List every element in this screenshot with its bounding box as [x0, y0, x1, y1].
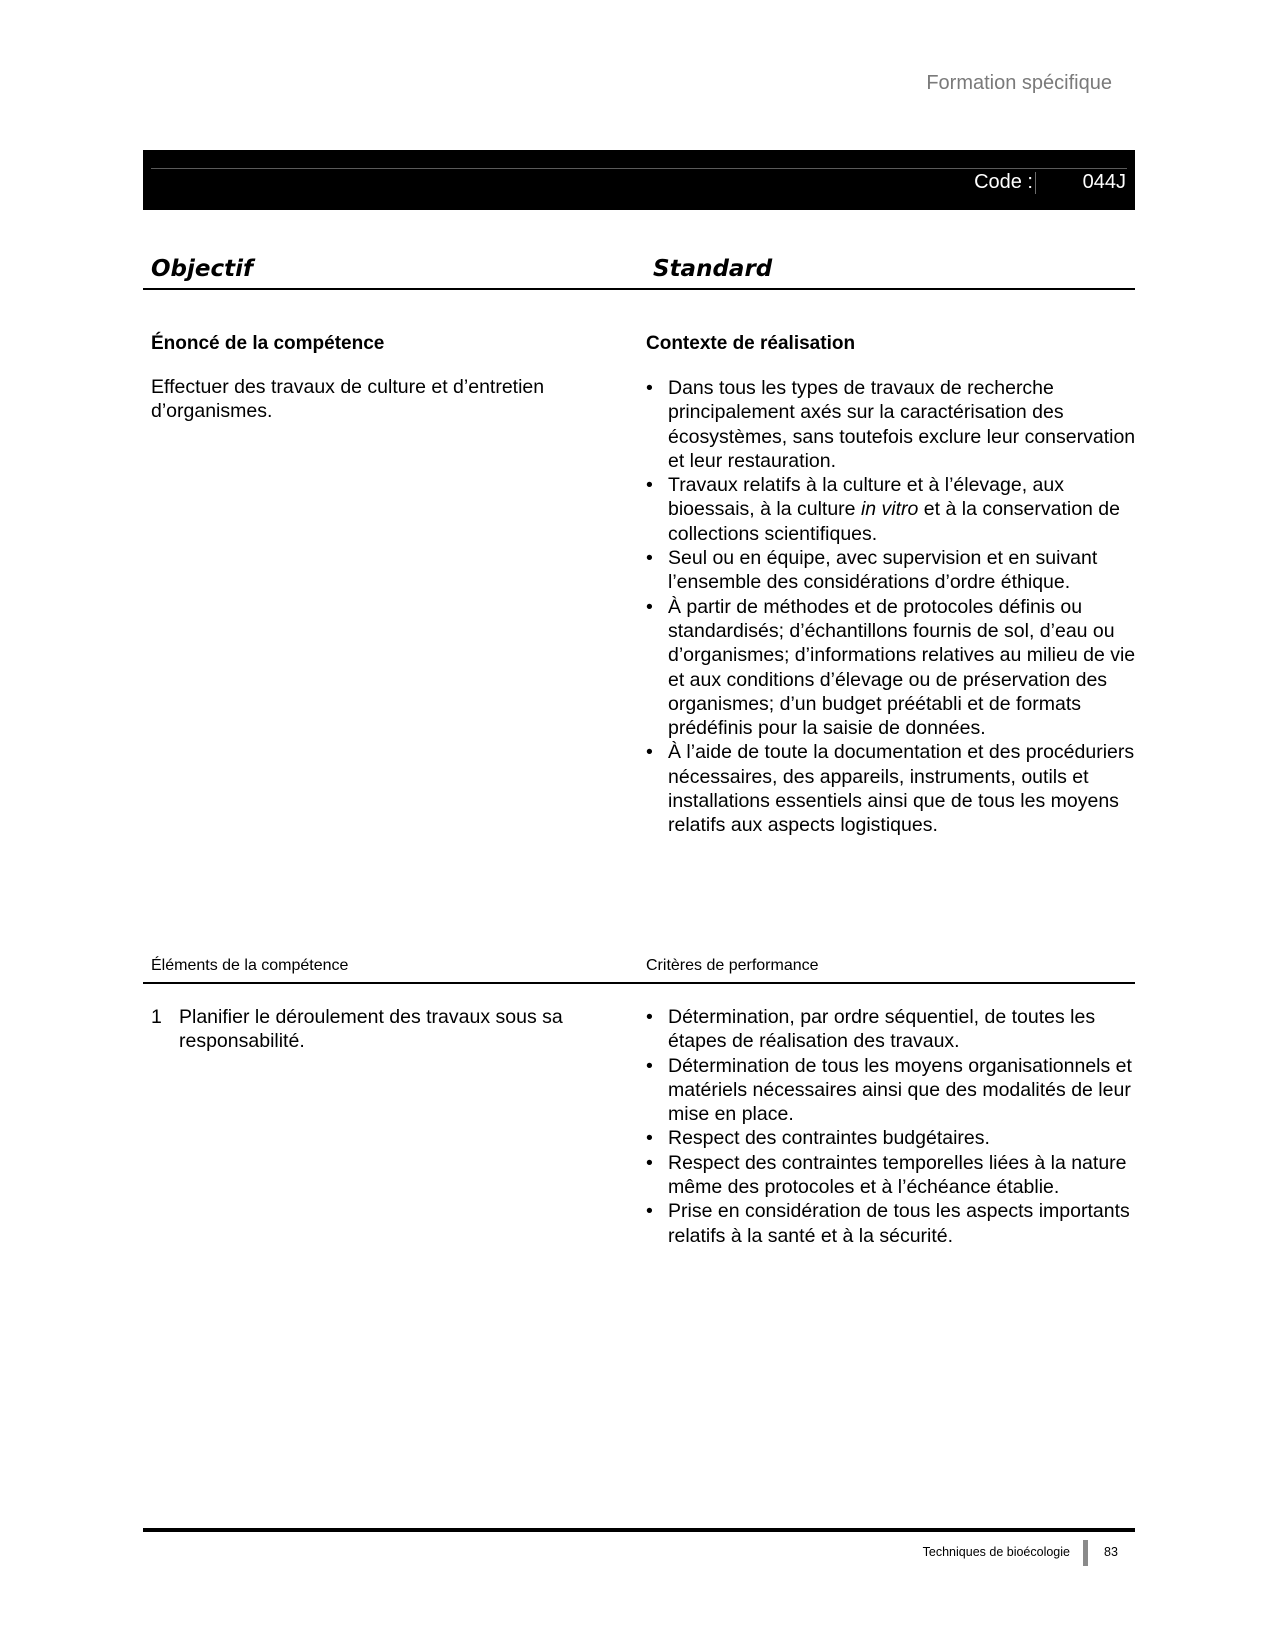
list-item-text: Respect des contraintes temporelles liées à la nature même des protocoles et à l’échéance établie. [668, 1151, 1127, 1199]
footer-title: Techniques de bioécologie [922, 1545, 1070, 1559]
code-value: 044J [1082, 171, 1126, 193]
list-item [646, 546, 1136, 595]
bullet-icon: • [646, 1127, 653, 1150]
list-item [646, 1126, 1136, 1150]
footer-rule [143, 1528, 1135, 1532]
element-text: Planifier le déroulement des travaux sous sa responsabilité. [179, 1006, 563, 1053]
italic-term: in vitro [860, 498, 919, 521]
list-item [646, 1151, 1136, 1200]
list-item [151, 1005, 611, 1054]
element-number: 1 [151, 1006, 162, 1028]
list-item-text: Dans tous les types de travaux de recherche principalement axés sur la caractérisation des écosystèmes, sans toutefois exclure leur conservation et leur restauration. [668, 377, 1136, 472]
section-rule [143, 288, 1135, 290]
contexte-block [646, 333, 1136, 838]
list-item-text: Travaux relatifs à la culture et à l’élevage, aux bioessais, à la culture [668, 474, 1064, 521]
list-item-text: À partir de méthodes et de protocoles définis ou standardisés; d’échantillons fournis de sol, d’eau ou d’organismes; d’informations relatives au milieu de vie et aux conditions d’élevage ou de préservation des organismes; d’un budget préétabli et de formats prédéfinis pour la saisie de données. [668, 595, 1136, 740]
subsection-rule [143, 982, 1135, 984]
code-bar-line [151, 168, 1127, 169]
list-item [646, 1005, 1136, 1054]
list-item-text: À l’aide de toute la documentation et des procéduriers nécessaires, des appareils, instruments, outils et installations essentiels ainsi que de tous les moyens relatifs aux aspects logistiques. [668, 741, 1135, 837]
list-item [646, 1054, 1136, 1127]
bullet-icon: • [646, 1151, 653, 1174]
bullet-icon: • [646, 377, 653, 399]
section-title-standard: Standard [653, 256, 773, 282]
list-item-text: Seul ou en équipe, avec supervision et en suivant l’ensemble des considérations d’ordre éthique. [668, 547, 1098, 594]
list-item-text: et à la conservation de collections scientifiques. [668, 498, 1121, 545]
code-bar [143, 150, 1135, 210]
bullet-icon: • [646, 595, 653, 618]
contexte-list [646, 376, 1136, 838]
list-item [646, 376, 1136, 473]
code-label: Code : [974, 171, 1033, 193]
list-item-text: Détermination, par ordre séquentiel, de toutes les étapes de réalisation des travaux. [668, 1006, 1096, 1053]
list-item [646, 740, 1136, 837]
enonce-block [151, 333, 611, 424]
list-item-text: Respect des contraintes budgétaires. [668, 1127, 990, 1150]
enonce-heading: Énoncé de la compétence [151, 333, 385, 354]
section-title-objectif: Objectif [151, 256, 254, 282]
bullet-icon: • [646, 547, 653, 570]
list-item-text: Détermination de tous les moyens organisationnels et matériels nécessaires ainsi que des modalités de leur mise en place. [668, 1054, 1132, 1126]
bullet-icon: • [646, 1054, 653, 1077]
elements-list [151, 1005, 611, 1054]
bullet-icon: • [646, 1006, 653, 1028]
criteres-list [646, 1005, 1136, 1248]
list-item [646, 1199, 1136, 1248]
code-separator [1035, 172, 1036, 194]
criteres-heading: Critères de performance [646, 957, 819, 974]
page-number: 83 [1104, 1545, 1118, 1559]
list-item [646, 473, 1136, 546]
enonce-text: Effectuer des travaux de culture et d’entretien d’organismes. [151, 376, 545, 423]
elements-heading: Éléments de la compétence [151, 957, 349, 974]
bullet-icon: • [646, 474, 653, 497]
list-item-text: Prise en considération de tous les aspects importants relatifs à la santé et à la sécurité. [668, 1200, 1130, 1247]
list-item [646, 595, 1136, 741]
bullet-icon: • [646, 741, 653, 764]
contexte-heading: Contexte de réalisation [646, 333, 856, 354]
bullet-icon: • [646, 1200, 653, 1223]
footer-separator [1083, 1540, 1088, 1566]
running-head: Formation spécifique [926, 72, 1112, 94]
